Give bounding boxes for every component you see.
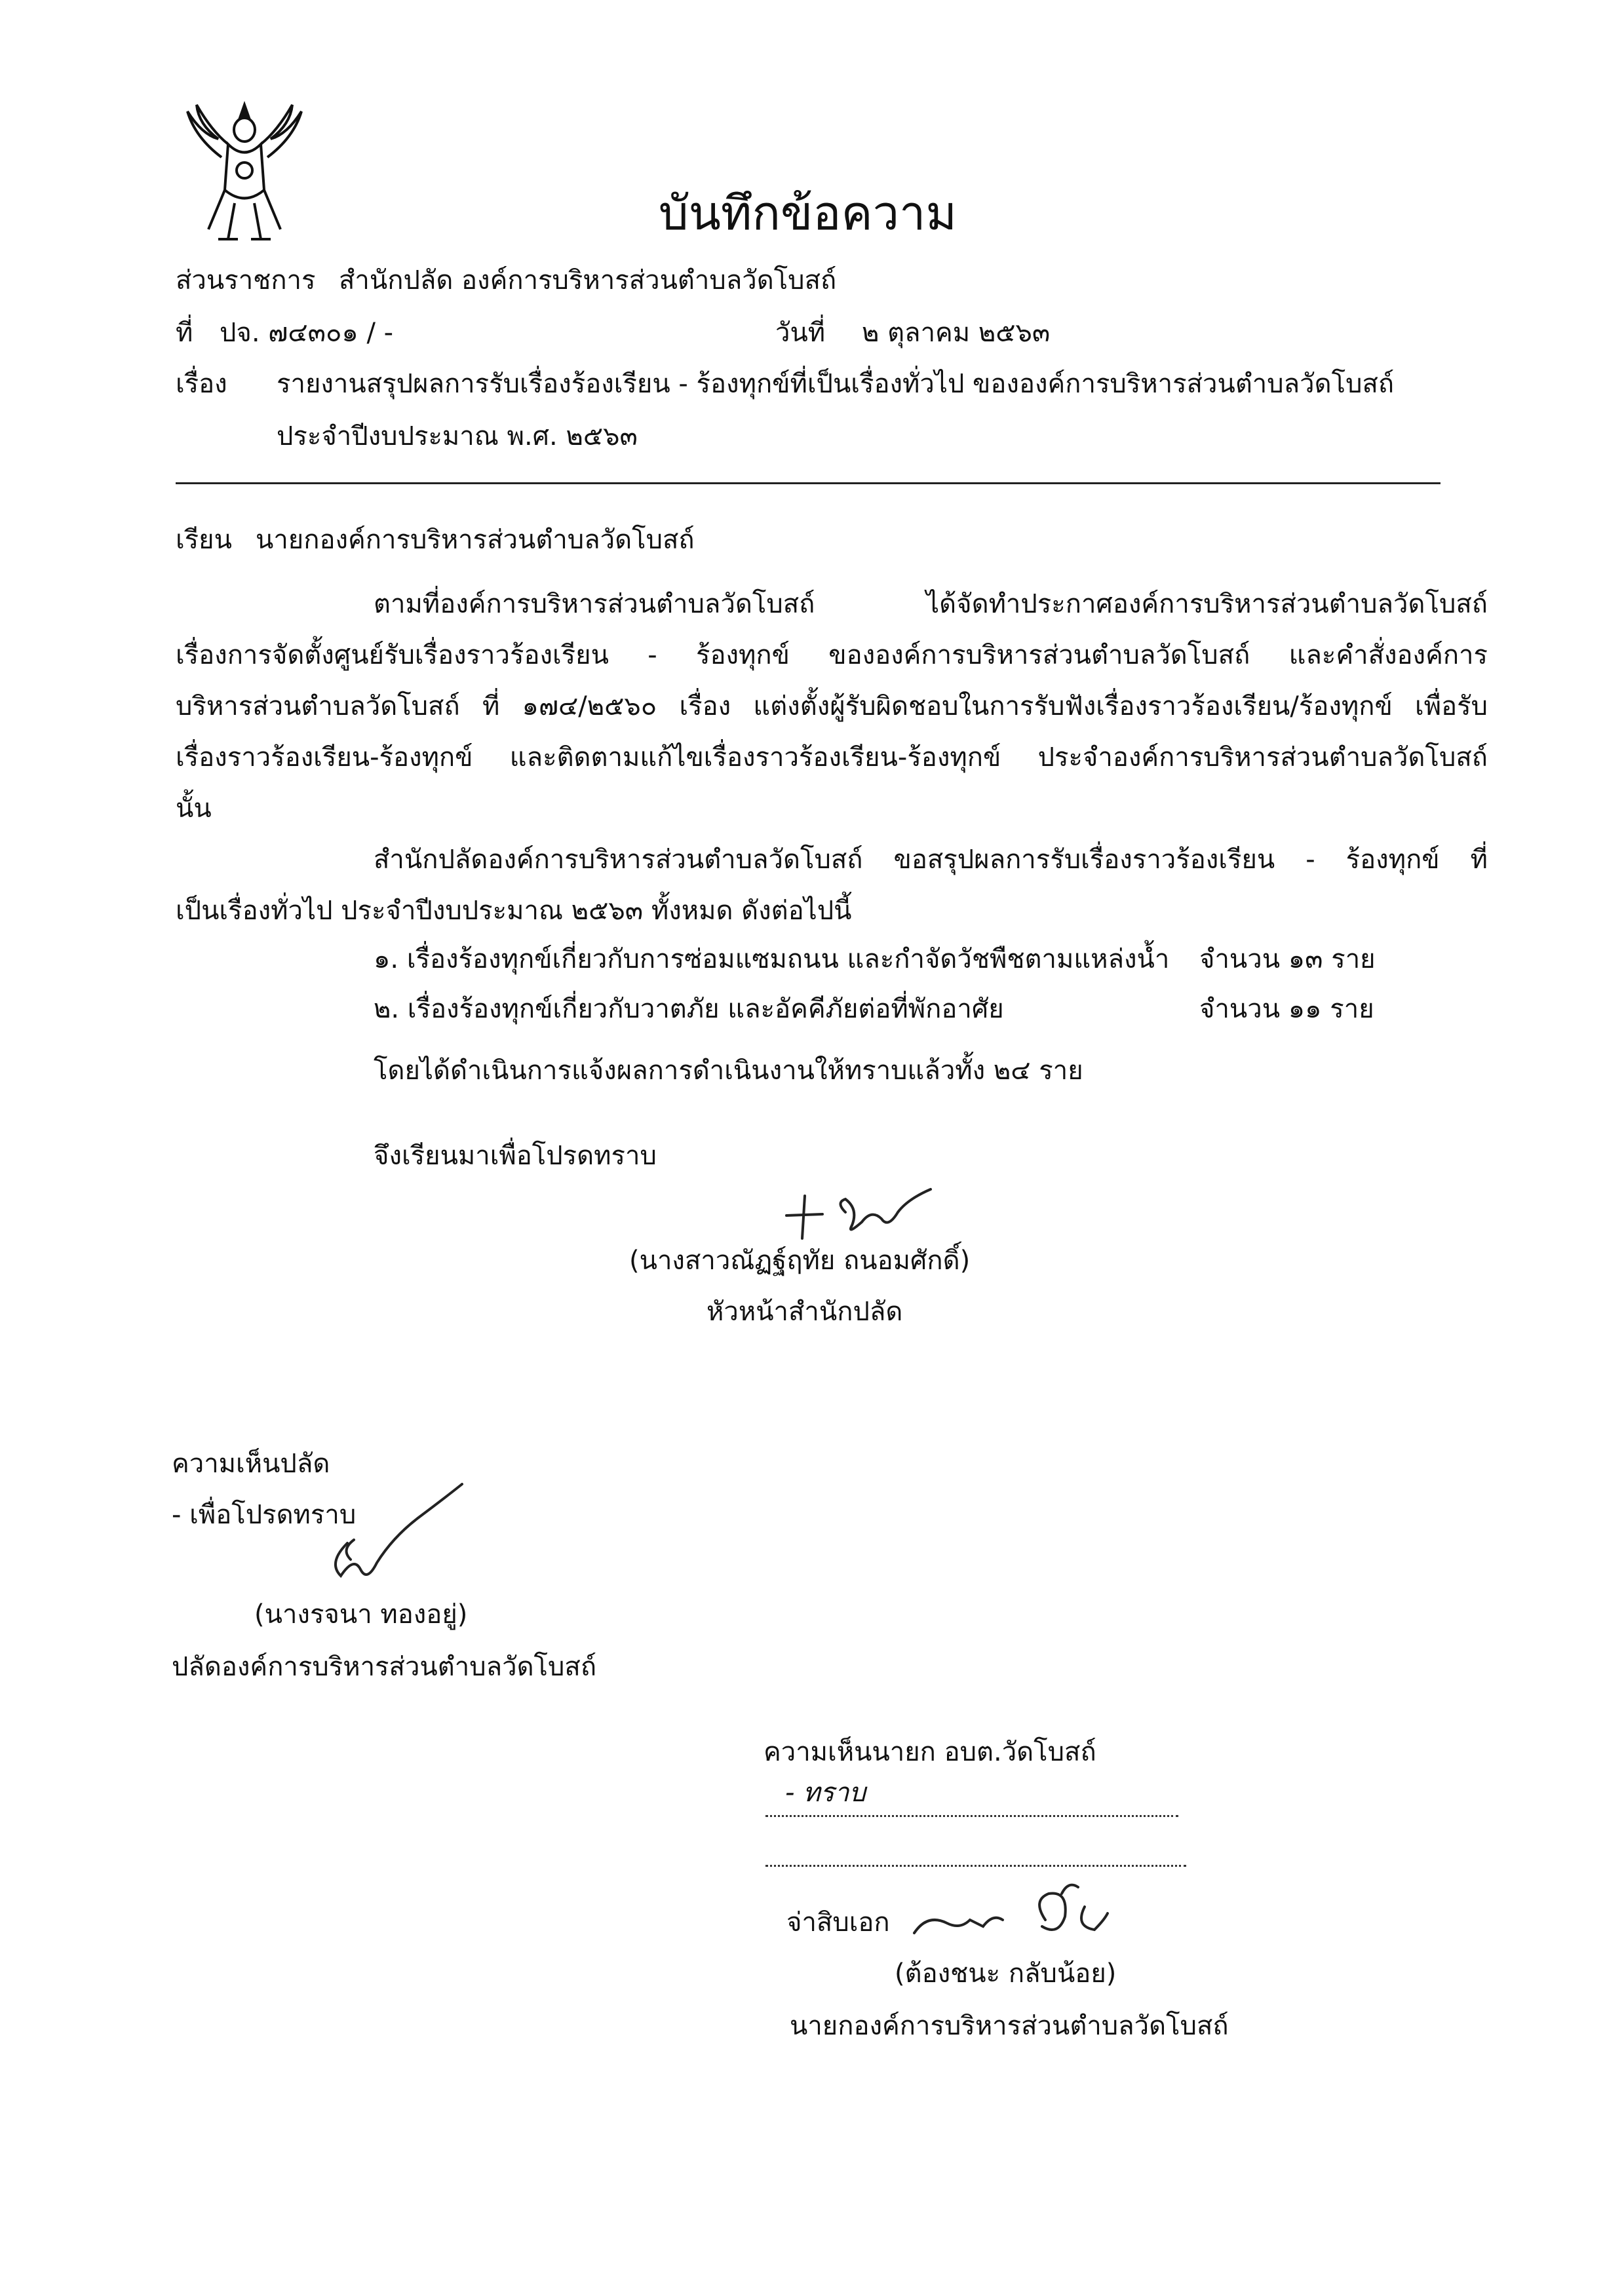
- ref-label: ที่: [176, 318, 193, 348]
- agency-name: สำนักปลัด องค์การบริหารส่วนตำบลวัดโบสถ์: [339, 265, 837, 296]
- list-item-text: ๑. เรื่องร้องทุกข์เกี่ยวกับการซ่อมแซมถนน และกำจัดวัชพืชตามแหล่งน้ำ: [374, 944, 1170, 974]
- garuda-emblem: [182, 98, 307, 249]
- mayor-name: (ต้องชนะ กลับน้อย): [895, 1959, 1117, 1989]
- list-item-text: ๒. เรื่องร้องทุกข์เกี่ยวกับวาตภัย และอัคคีภัยต่อที่พักอาศัย: [374, 994, 1004, 1024]
- closing-text: จึงเรียนมาเพื่อโปรดทราบ: [374, 1141, 657, 1171]
- paragraph-1-line: บริหารส่วนตำบลวัดโบสถ์ ที่ ๑๗๔/๒๕๖๐ เรื่อง แต่งตั้งผู้รับผิดชอบในการรับฟังเรื่องราวร้องเรียน/ร้องทุกข์ เพื่อรับ: [176, 691, 1488, 721]
- list-item-count: จำนวน ๑๓ ราย: [1199, 944, 1376, 974]
- agency-label: ส่วนราชการ: [176, 265, 316, 296]
- paragraph-1-line: เรื่องการจัดตั้งศูนย์รับเรื่องราวร้องเรียน - ร้องทุกข์ ขององค์การบริหารส่วนตำบลวัดโบสถ์ และคำสั่งองค์การ: [176, 640, 1488, 670]
- subject-line-2: ประจำปีงบประมาณ พ.ศ. ๒๕๖๓: [277, 421, 638, 451]
- list-item-count: จำนวน ๑๑ ราย: [1199, 994, 1374, 1024]
- dotted-line: [765, 1815, 1178, 1817]
- page-title: บันทึกข้อความ: [659, 185, 957, 240]
- paragraph-1-line: เรื่องราวร้องเรียน-ร้องทุกข์ และติดตามแก้ไขเรื่องราวร้องเรียน-ร้องทุกข์ ประจำองค์การบริหารส่วนตำบลวัดโบสถ์: [176, 742, 1488, 773]
- paragraph-1-line: ตามที่องค์การบริหารส่วนตำบลวัดโบสถ์ ได้จัดทำประกาศองค์การบริหารส่วนตำบลวัดโบสถ์: [374, 589, 1488, 619]
- deputy-opinion-heading: ความเห็นปลัด: [172, 1449, 330, 1479]
- date-value: ๒ ตุลาคม ๒๕๖๓: [862, 318, 1051, 348]
- paragraph-2-line: สำนักปลัดองค์การบริหารส่วนตำบลวัดโบสถ์ ขอสรุปผลการรับเรื่องราวร้องเรียน - ร้องทุกข์ ที่: [374, 845, 1488, 875]
- subject-line-1: รายงานสรุปผลการรับเรื่องร้องเรียน - ร้องทุกข์ที่เป็นเรื่องทั่วไป ขององค์การบริหารส่วนตำบลวัดโบสถ์: [277, 369, 1395, 399]
- dotted-line: [765, 1865, 1186, 1867]
- ref-number: ปจ. ๗๔๓๐๑ / -: [220, 318, 394, 348]
- summary-text: โดยได้ดำเนินการแจ้งผลการดำเนินงานให้ทราบแล้วทั้ง ๒๔ ราย: [374, 1056, 1083, 1086]
- deputy-opinion-text: - เพื่อโปรดทราบ: [172, 1500, 357, 1530]
- deputy-name: (นางรจนา ทองอยู่): [254, 1599, 468, 1630]
- paragraph-2-line: เป็นเรื่องทั่วไป ประจำปีงบประมาณ ๒๕๖๓ ทั้งหมด ดังต่อไปนี้: [176, 896, 852, 926]
- paragraph-1-line: นั้น: [176, 794, 212, 824]
- signature-deputy: [315, 1478, 472, 1589]
- mayor-handwritten-opinion: - ทราบ: [785, 1778, 866, 1808]
- subject-label: เรื่อง: [176, 369, 227, 399]
- salutation-label: เรียน: [176, 525, 232, 555]
- signer-1-name: (นางสาวณัฏฐ์ฤทัย ถนอมศักดิ์): [629, 1246, 971, 1276]
- signature-mayor: [908, 1874, 1144, 1953]
- signature-head-of-office: [773, 1176, 957, 1248]
- signer-1-position: หัวหน้าสำนักปลัด: [706, 1297, 903, 1327]
- mayor-rank: จ่าสิบเอก: [786, 1907, 890, 1938]
- deputy-position: ปลัดองค์การบริหารส่วนตำบลวัดโบสถ์: [172, 1652, 597, 1682]
- mayor-position: นายกองค์การบริหารส่วนตำบลวัดโบสถ์: [790, 2011, 1229, 2041]
- mayor-opinion-heading: ความเห็นนายก อบต.วัดโบสถ์: [764, 1737, 1096, 1767]
- header-divider: [176, 482, 1440, 484]
- salutation: นายกองค์การบริหารส่วนตำบลวัดโบสถ์: [256, 525, 695, 555]
- date-label: วันที่: [775, 318, 826, 348]
